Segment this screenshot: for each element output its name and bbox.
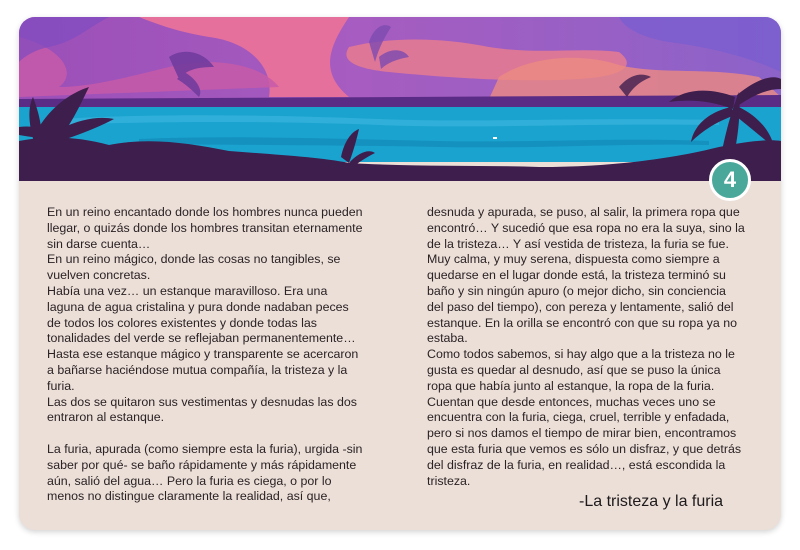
story-paragraph: En un reino encantado donde los hombres nunca pueden llegar, o quizás donde los hombres transitan eternamente sin darse cuenta… [47,205,363,251]
water-sparkle [493,137,497,139]
story-paragraph: Como todos sabemos, si hay algo que a la tristeza no le gusta es quedar al desnudo, así que se puso la única ropa que había junto al estanque, la ropa de la furia. [427,347,735,393]
story-column-right [427,205,745,489]
lagoon-sunset-illustration [19,17,781,181]
story-paragraph: desnuda y apurada, se puso, al salir, la primera ropa que encontró… Y sucedió que esa ropa no era la suya, sino la de la tristeza… Y así vestida de tristeza, la furia se fue. [427,205,745,251]
story-paragraph: Hasta ese estanque mágico y transparente se acercaron a bañarse haciéndose mutua compañía, la tristeza y la furia. [47,347,359,393]
page-number-badge: 4 [709,159,751,201]
story-card [19,17,781,530]
story-signature: -La tristeza y la furia [579,493,724,510]
story-paragraph: En un reino mágico, donde las cosas no tangibles, se vuelven concretas. [47,252,341,283]
story-paragraph: Las dos se quitaron sus vestimentas y desnudas las dos entraron al estanque. [47,394,357,425]
story-paragraph: Cuentan que desde entonces, muchas veces uno se encuentra con la furia, ciega, cruel, terrible y enfadada, pero si nos damos el tiempo de mirar bien, encontramos que esta furia que vemos es sólo un disfraz, y que detrás del disfraz de la furia, en realidad…, está escondida la tristeza. [427,394,742,488]
story-column-left [47,205,365,505]
story-paragraph: Había una vez… un estanque maravilloso. Era una laguna de agua cristalina y pura donde nadaban peces de todos los colores existentes y donde todas las tonalidades del verde se reflejaban permanentemente… [47,283,356,346]
story-paragraph: La furia, apurada (como siempre esta la furia), urgida -sin saber por qué- se baño rápidamente y más rápidamente aún, salió del agua… Pero la furia es ciega, o por lo menos no distingue claramente la realidad, así que, [47,441,363,504]
story-paragraph: Muy calma, y muy serena, dispuesta como siempre a quedarse en el lugar donde está, la tristeza terminó su baño y sin ningún apuro (o mejor dicho, sin conciencia del paso del tiempo), con pereza y lentamente, salió del estanque. En la orilla se encontró con que su ropa ya no estaba. [427,252,737,346]
